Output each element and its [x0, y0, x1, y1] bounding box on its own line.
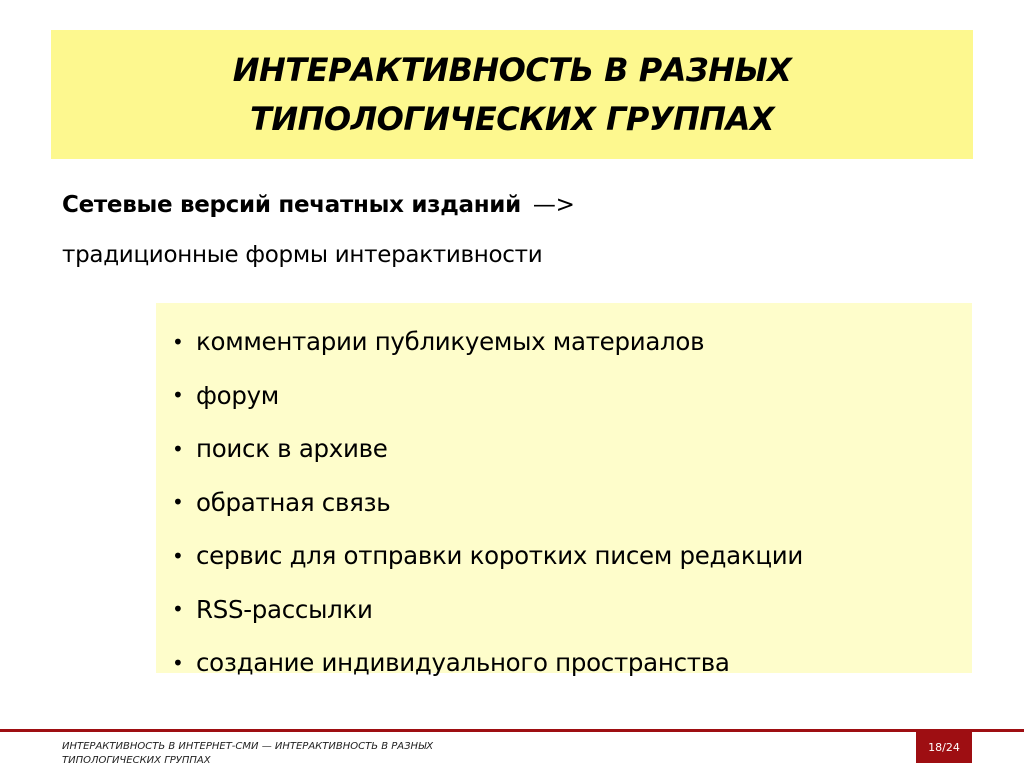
footer-caption: ИНТЕРАКТИВНОСТЬ В ИНТЕРНЕТ-СМИ — ИНТЕРАКТИВНОСТЬ В РАЗНЫХ ТИПОЛОГИЧЕСКИХ ГРУППАХ	[62, 741, 434, 766]
list-item	[172, 422, 972, 476]
list-item	[172, 636, 972, 690]
slide-title-line-1: ИНТЕРАКТИВНОСТЬ В РАЗНЫХ	[232, 50, 792, 89]
list-item-text: обратная связь	[196, 487, 391, 517]
subtitle	[62, 190, 575, 220]
list-item	[172, 369, 972, 423]
list-item	[172, 476, 972, 530]
subtitle-text: Сетевые версий печатных изданий	[62, 192, 521, 218]
footer-divider	[0, 729, 1024, 732]
list-item-text: форум	[196, 380, 279, 410]
bullet-icon: •	[172, 597, 184, 622]
bullet-icon: •	[172, 650, 184, 675]
bullet-icon: •	[172, 436, 184, 461]
list-item-text: создание индивидуального пространства	[196, 648, 730, 678]
bullet-list	[156, 303, 972, 678]
list-item	[172, 529, 972, 583]
bullet-icon: •	[172, 383, 184, 408]
slide-title-banner	[51, 30, 973, 159]
slide-title-line-2: ТИПОЛОГИЧЕСКИХ ГРУППАХ	[249, 99, 774, 138]
list-item-text: поиск в архиве	[196, 434, 388, 464]
description-text: традиционные формы интерактивности	[62, 242, 543, 268]
list-item-text: RSS-рассылки	[196, 594, 373, 624]
list-item-text: комментарии публикуемых материалов	[196, 327, 705, 357]
bullet-icon: •	[172, 543, 184, 568]
list-item	[172, 583, 972, 637]
page-number-badge: 18/24	[916, 732, 972, 763]
list-item	[172, 315, 972, 369]
list-item-text: сервис для отправки коротких писем редакции	[196, 541, 803, 571]
bullet-icon: •	[172, 490, 184, 515]
arrow-symbol: —>	[532, 192, 575, 218]
bullet-icon: •	[172, 329, 184, 354]
